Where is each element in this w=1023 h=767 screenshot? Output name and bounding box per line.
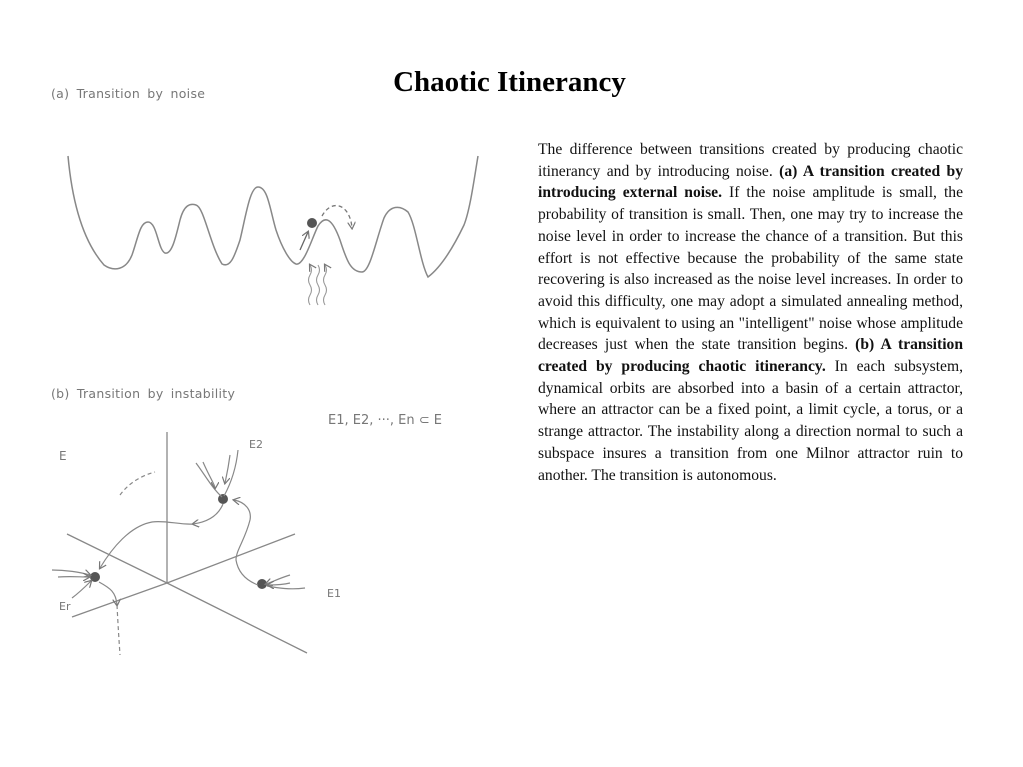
caption-a-text: If the noise amplitude is small, the probability of transition is small. Then, one may try to increase the noise level in order to increase the chance of a transition. But this effort is not effective because the probability of the same state recovering is also increased as the noise level increases. In order to avoid this difficulty, one may adopt a simulated annealing method, which is equivalent to using an "intelligent" noise whose amplitude decreases just when the state transition begins.	[538, 184, 963, 354]
caption-a-heading: (a) A transition created by introducing external noise.	[538, 162, 963, 202]
figure-a	[68, 156, 478, 305]
slide-title-text: Chaotic Itinerancy	[393, 66, 626, 98]
state-ball	[307, 218, 317, 228]
jump-arrow-dashed	[322, 206, 352, 228]
label-E2: E2	[249, 438, 263, 451]
potential-landscape-curve	[68, 156, 478, 277]
label-E: E	[59, 449, 67, 463]
caption-b-text: In each subsystem, dynamical orbits are absorbed into a basin of a certain attractor, where an attractor can be a fixed point, a limit cycle, a torus, or a strange attractor. The instability along a direction normal to such a subspace insures a transition from one Milnor attractor ruin to another. The transition is autonomous.	[538, 358, 963, 484]
attractor-E1	[257, 579, 267, 589]
label-Er: Er	[59, 600, 71, 613]
figure-b	[52, 413, 442, 655]
caption-b-heading: (b) A transition created by producing chaotic itinerancy.	[538, 336, 963, 376]
orbits	[52, 450, 305, 655]
figure-caption	[538, 139, 963, 486]
caption-intro: The difference between transitions created by producing chaotic itinerancy and by introducing noise.	[538, 141, 963, 180]
attractor-Er	[90, 572, 100, 582]
figure-b-label: (b) Transition by instability	[51, 386, 236, 401]
attractor-E2	[218, 494, 228, 504]
label-E1: E1	[327, 587, 341, 600]
push-arrow	[300, 232, 308, 250]
dashed-incoming-orbit	[120, 472, 155, 495]
noise-wave-arrows	[309, 265, 327, 305]
coordinate-axes	[67, 432, 307, 653]
figure-a-label: (a) Transition by noise	[51, 86, 206, 101]
subset-relation-text: E1, E2, ···, En ⊂ E	[328, 413, 442, 428]
